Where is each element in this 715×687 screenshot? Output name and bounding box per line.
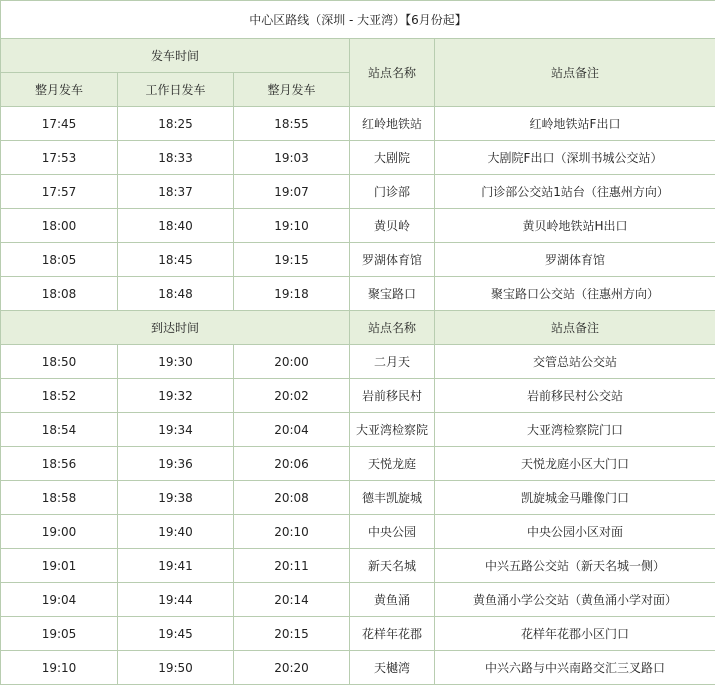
station-note-cell: 罗湖体育馆	[435, 243, 715, 277]
departure-row	[1, 243, 715, 277]
time-cell: 18:50	[1, 345, 118, 379]
station-name-cell: 花样年花郡	[350, 617, 435, 651]
station-name-cell: 黄贝岭	[350, 209, 435, 243]
time-cell: 19:03	[234, 141, 350, 175]
time-cell: 18:54	[1, 413, 118, 447]
time-cell: 18:58	[1, 481, 118, 515]
time-cell: 19:00	[1, 515, 118, 549]
time-cell: 17:45	[1, 107, 118, 141]
time-cell: 20:00	[234, 345, 350, 379]
time-cell: 18:37	[118, 175, 234, 209]
station-note-cell: 大剧院F出口（深圳书城公交站）	[435, 141, 715, 175]
time-cell: 19:44	[118, 583, 234, 617]
time-cell: 17:53	[1, 141, 118, 175]
station-name-header: 站点名称	[350, 39, 435, 107]
time-cell: 19:01	[1, 549, 118, 583]
time-cell: 18:33	[118, 141, 234, 175]
time-cell: 20:15	[234, 617, 350, 651]
station-note-cell: 凯旋城金马雕像门口	[435, 481, 715, 515]
time-cell: 20:20	[234, 651, 350, 685]
arrival-row	[1, 617, 715, 651]
time-cell: 19:10	[234, 209, 350, 243]
station-name-cell: 天樾湾	[350, 651, 435, 685]
station-note-cell: 大亚湾检察院门口	[435, 413, 715, 447]
time-cell: 19:50	[118, 651, 234, 685]
departure-row	[1, 277, 715, 311]
time-cell: 20:14	[234, 583, 350, 617]
arrival-time-header: 到达时间	[1, 311, 350, 345]
station-note-cell: 花样年花郡小区门口	[435, 617, 715, 651]
time-cell: 19:36	[118, 447, 234, 481]
arrival-row	[1, 549, 715, 583]
arrival-row	[1, 651, 715, 685]
station-name-cell: 新天名城	[350, 549, 435, 583]
time-cell: 19:38	[118, 481, 234, 515]
time-cell: 19:34	[118, 413, 234, 447]
arrival-row	[1, 481, 715, 515]
weekday-departure-header: 工作日发车	[118, 73, 234, 107]
station-note-cell: 中兴六路与中兴南路交汇三叉路口	[435, 651, 715, 685]
time-cell: 18:56	[1, 447, 118, 481]
arrival-header-row	[1, 311, 715, 345]
station-note-cell: 中兴五路公交站（新天名城一侧）	[435, 549, 715, 583]
station-name-cell: 门诊部	[350, 175, 435, 209]
time-cell: 19:41	[118, 549, 234, 583]
time-cell: 20:04	[234, 413, 350, 447]
arrival-row	[1, 515, 715, 549]
time-cell: 19:40	[118, 515, 234, 549]
departure-row	[1, 141, 715, 175]
station-note-cell: 黄鱼涌小学公交站（黄鱼涌小学对面）	[435, 583, 715, 617]
station-note-cell: 红岭地铁站F出口	[435, 107, 715, 141]
arrival-row	[1, 413, 715, 447]
time-cell: 20:08	[234, 481, 350, 515]
monthly-departure-header-2: 整月发车	[234, 73, 350, 107]
station-name-cell: 黄鱼涌	[350, 583, 435, 617]
time-cell: 20:06	[234, 447, 350, 481]
table-title: 中心区路线（深圳 - 大亚湾）【6月份起】	[1, 1, 715, 39]
station-name-cell: 德丰凯旋城	[350, 481, 435, 515]
arrival-row	[1, 345, 715, 379]
time-cell: 19:30	[118, 345, 234, 379]
time-cell: 18:25	[118, 107, 234, 141]
station-name-cell: 大剧院	[350, 141, 435, 175]
time-cell: 19:32	[118, 379, 234, 413]
time-cell: 19:05	[1, 617, 118, 651]
monthly-departure-header: 整月发车	[1, 73, 118, 107]
time-cell: 17:57	[1, 175, 118, 209]
time-cell: 19:45	[118, 617, 234, 651]
time-cell: 18:00	[1, 209, 118, 243]
time-cell: 19:10	[1, 651, 118, 685]
departure-row	[1, 107, 715, 141]
time-cell: 20:11	[234, 549, 350, 583]
title-row	[1, 1, 715, 39]
station-note-cell: 交管总站公交站	[435, 345, 715, 379]
time-cell: 20:02	[234, 379, 350, 413]
station-name-cell: 罗湖体育馆	[350, 243, 435, 277]
station-name-cell: 中央公园	[350, 515, 435, 549]
station-name-header: 站点名称	[350, 311, 435, 345]
time-cell: 18:48	[118, 277, 234, 311]
station-name-cell: 二月天	[350, 345, 435, 379]
station-name-cell: 大亚湾检察院	[350, 413, 435, 447]
station-name-cell: 岩前移民村	[350, 379, 435, 413]
station-note-cell: 聚宝路口公交站（往惠州方向）	[435, 277, 715, 311]
departure-header-row	[1, 39, 715, 73]
departure-row	[1, 175, 715, 209]
station-note-cell: 天悦龙庭小区大门口	[435, 447, 715, 481]
time-cell: 19:07	[234, 175, 350, 209]
departure-row	[1, 209, 715, 243]
time-cell: 18:08	[1, 277, 118, 311]
station-note-cell: 中央公园小区对面	[435, 515, 715, 549]
station-note-header: 站点备注	[435, 39, 715, 107]
arrival-row	[1, 447, 715, 481]
arrival-row	[1, 583, 715, 617]
time-cell: 18:05	[1, 243, 118, 277]
time-cell: 19:18	[234, 277, 350, 311]
time-cell: 18:45	[118, 243, 234, 277]
station-name-cell: 天悦龙庭	[350, 447, 435, 481]
time-cell: 18:40	[118, 209, 234, 243]
time-cell: 20:10	[234, 515, 350, 549]
station-note-cell: 门诊部公交站1站台（往惠州方向）	[435, 175, 715, 209]
arrival-row	[1, 379, 715, 413]
departure-time-header: 发车时间	[1, 39, 350, 73]
station-note-cell: 岩前移民村公交站	[435, 379, 715, 413]
station-name-cell: 聚宝路口	[350, 277, 435, 311]
station-name-cell: 红岭地铁站	[350, 107, 435, 141]
time-cell: 18:55	[234, 107, 350, 141]
time-cell: 18:52	[1, 379, 118, 413]
station-note-header: 站点备注	[435, 311, 715, 345]
time-cell: 19:04	[1, 583, 118, 617]
station-note-cell: 黄贝岭地铁站H出口	[435, 209, 715, 243]
time-cell: 19:15	[234, 243, 350, 277]
